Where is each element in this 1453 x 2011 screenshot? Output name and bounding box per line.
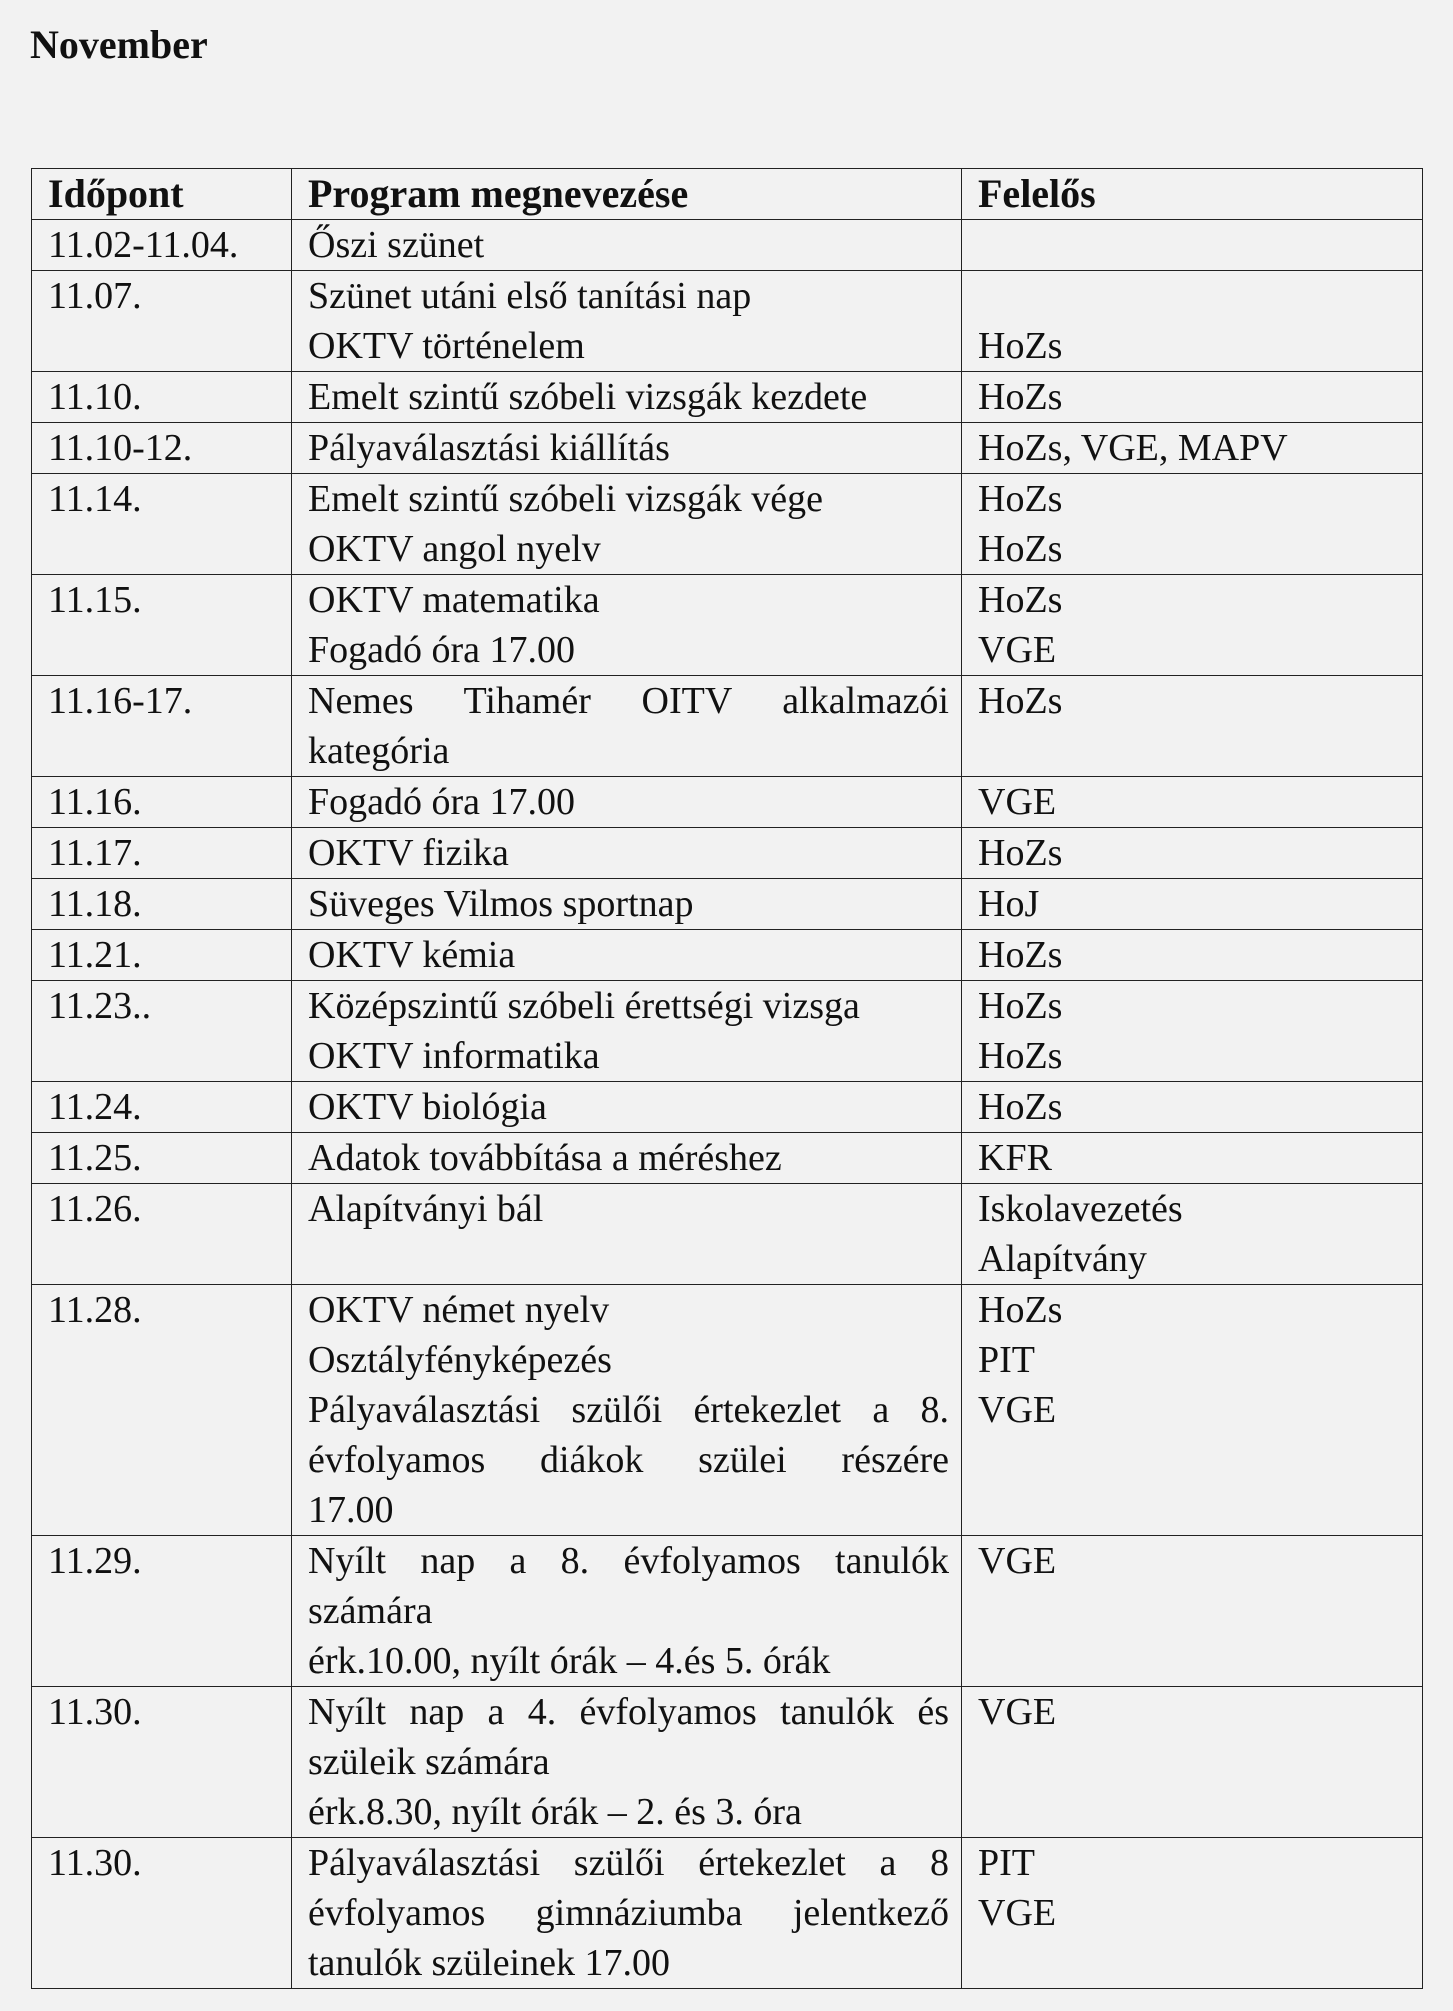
program-line: Középszintű szóbeli érettségi vizsga xyxy=(308,985,860,1027)
program-line: számára xyxy=(308,1590,433,1632)
responsible-cell xyxy=(962,271,1423,372)
program-cell xyxy=(292,220,962,271)
responsible-line: PIT xyxy=(978,1339,1035,1381)
responsible-line: HoZs xyxy=(978,832,1063,874)
date-cell xyxy=(32,1536,292,1687)
program-line: szüleik számára xyxy=(308,1741,550,1783)
table-row xyxy=(32,1687,1423,1838)
date-cell xyxy=(32,474,292,575)
responsible-line: VGE xyxy=(978,629,1057,671)
date-cell xyxy=(32,1838,292,1989)
table-row xyxy=(32,372,1423,423)
schedule-table xyxy=(31,168,1423,1989)
program-cell xyxy=(292,1133,962,1184)
responsible-line: HoJ xyxy=(978,883,1040,925)
responsible-line: VGE xyxy=(978,1389,1057,1431)
program-line: OKTV német nyelv xyxy=(308,1289,610,1331)
program-cell xyxy=(292,879,962,930)
responsible-cell xyxy=(962,1133,1423,1184)
program-line: OKTV angol nyelv xyxy=(308,528,601,570)
program-line: Emelt szintű szóbeli vizsgák kezdete xyxy=(308,376,868,418)
program-line: kategória xyxy=(308,730,450,772)
table-row xyxy=(32,777,1423,828)
program-line: OKTV informatika xyxy=(308,1035,600,1077)
responsible-line: VGE xyxy=(978,1540,1057,1582)
table-row xyxy=(32,474,1423,575)
responsible-cell xyxy=(962,1184,1423,1285)
date-cell xyxy=(32,423,292,474)
header-program: Program megnevezése xyxy=(292,169,962,220)
program-line: OKTV történelem xyxy=(308,325,585,367)
program-line: Süveges Vilmos sportnap xyxy=(308,883,694,925)
responsible-line: HoZs xyxy=(978,934,1063,976)
program-line: OKTV fizika xyxy=(308,832,509,874)
date-cell xyxy=(32,828,292,879)
program-cell xyxy=(292,271,962,372)
table-row xyxy=(32,1285,1423,1536)
date-cell xyxy=(32,372,292,423)
responsible-line: VGE xyxy=(978,781,1057,823)
program-cell xyxy=(292,1687,962,1838)
program-cell xyxy=(292,1536,962,1687)
responsible-cell xyxy=(962,777,1423,828)
date-cell xyxy=(32,1184,292,1285)
program-line: Fogadó óra 17.00 xyxy=(308,781,576,823)
program-line: Alapítványi bál xyxy=(308,1188,544,1230)
date-cell xyxy=(32,1082,292,1133)
date-text: 11.24. xyxy=(48,1086,142,1128)
responsible-line: HoZs xyxy=(978,1035,1063,1077)
responsible-cell xyxy=(962,676,1423,777)
table-row xyxy=(32,676,1423,777)
date-text: 11.28. xyxy=(48,1289,142,1331)
page-title: November xyxy=(30,22,208,67)
program-cell xyxy=(292,1285,962,1536)
date-text: 11.16-17. xyxy=(48,680,193,722)
date-text: 11.10-12. xyxy=(48,427,193,469)
responsible-cell xyxy=(962,423,1423,474)
responsible-cell xyxy=(962,220,1423,271)
program-line: tanulók szüleinek 17.00 xyxy=(308,1942,670,1984)
table-row xyxy=(32,423,1423,474)
program-line: Adatok továbbítása a méréshez xyxy=(308,1137,782,1179)
date-text: 11.16. xyxy=(48,781,142,823)
responsible-cell xyxy=(962,1285,1423,1536)
responsible-line: Alapítvány xyxy=(978,1238,1147,1280)
responsible-line: HoZs xyxy=(978,325,1063,367)
responsible-cell xyxy=(962,474,1423,575)
date-text: 11.14. xyxy=(48,478,142,520)
date-text: 11.26. xyxy=(48,1188,142,1230)
table-row xyxy=(32,930,1423,981)
table-row xyxy=(32,1838,1423,1989)
responsible-line xyxy=(978,271,1410,321)
responsible-line: PIT xyxy=(978,1842,1035,1884)
program-line: Pályaválasztási szülői értekezlet a 8 xyxy=(308,1842,949,1884)
program-line: Nyílt nap a 8. évfolyamos tanulók xyxy=(308,1540,949,1582)
program-line: Fogadó óra 17.00 xyxy=(308,629,576,671)
table-row xyxy=(32,879,1423,930)
responsible-line: KFR xyxy=(978,1137,1052,1179)
program-line: OKTV kémia xyxy=(308,934,516,976)
responsible-cell xyxy=(962,981,1423,1082)
responsible-line: Iskolavezetés xyxy=(978,1188,1183,1230)
program-cell xyxy=(292,372,962,423)
date-cell xyxy=(32,879,292,930)
date-text: 11.10. xyxy=(48,376,142,418)
program-line: Pályaválasztási kiállítás xyxy=(308,427,670,469)
program-cell xyxy=(292,777,962,828)
responsible-cell xyxy=(962,372,1423,423)
date-cell xyxy=(32,981,292,1082)
date-text: 11.30. xyxy=(48,1842,142,1884)
header-date: Időpont xyxy=(32,169,292,220)
program-line: Osztályfényképezés xyxy=(308,1339,612,1381)
program-line: Pályaválasztási szülői értekezlet a 8. xyxy=(308,1389,949,1431)
table-header-row xyxy=(32,169,1423,220)
table-row xyxy=(32,575,1423,676)
table-row xyxy=(32,271,1423,372)
date-cell xyxy=(32,575,292,676)
program-cell xyxy=(292,575,962,676)
responsible-cell xyxy=(962,1687,1423,1838)
date-text: 11.18. xyxy=(48,883,142,925)
program-cell xyxy=(292,1838,962,1989)
date-cell xyxy=(32,1133,292,1184)
responsible-line: VGE xyxy=(978,1892,1057,1934)
table-row xyxy=(32,1082,1423,1133)
responsible-line: VGE xyxy=(978,1691,1057,1733)
schedule-body xyxy=(32,220,1423,1989)
program-cell xyxy=(292,423,962,474)
date-cell xyxy=(32,220,292,271)
date-text: 11.15. xyxy=(48,579,142,621)
program-line: évfolyamos gimnáziumba jelentkező xyxy=(308,1892,949,1934)
responsible-cell xyxy=(962,879,1423,930)
date-cell xyxy=(32,1285,292,1536)
date-text: 11.29. xyxy=(48,1540,142,1582)
program-cell xyxy=(292,474,962,575)
program-cell xyxy=(292,1082,962,1133)
responsible-cell xyxy=(962,828,1423,879)
table-row xyxy=(32,220,1423,271)
responsible-cell xyxy=(962,930,1423,981)
date-cell xyxy=(32,777,292,828)
responsible-line: HoZs xyxy=(978,1289,1063,1331)
date-text: 11.23.. xyxy=(48,985,152,1027)
responsible-line: HoZs xyxy=(978,478,1063,520)
responsible-line: HoZs xyxy=(978,376,1063,418)
program-cell xyxy=(292,981,962,1082)
program-line: Szünet utáni első tanítási nap xyxy=(308,275,752,317)
responsible-cell xyxy=(962,1082,1423,1133)
date-cell xyxy=(32,271,292,372)
date-cell xyxy=(32,930,292,981)
date-text: 11.21. xyxy=(48,934,142,976)
program-line: OKTV biológia xyxy=(308,1086,547,1128)
date-text: 11.02-11.04. xyxy=(48,224,239,266)
program-line: Nyílt nap a 4. évfolyamos tanulók és xyxy=(308,1691,949,1733)
program-cell xyxy=(292,828,962,879)
program-line: évfolyamos diákok szülei részére xyxy=(308,1439,949,1481)
date-cell xyxy=(32,1687,292,1838)
responsible-cell xyxy=(962,575,1423,676)
date-text: 11.25. xyxy=(48,1137,142,1179)
program-line: OKTV matematika xyxy=(308,579,600,621)
responsible-line: HoZs xyxy=(978,528,1063,570)
table-row xyxy=(32,828,1423,879)
responsible-line: HoZs xyxy=(978,579,1063,621)
program-line: Nemes Tihamér OITV alkalmazói xyxy=(308,680,949,722)
program-cell xyxy=(292,1184,962,1285)
date-text: 11.17. xyxy=(48,832,142,874)
program-line: érk.8.30, nyílt órák – 2. és 3. óra xyxy=(308,1791,802,1833)
responsible-line: HoZs xyxy=(978,680,1063,722)
responsible-cell xyxy=(962,1536,1423,1687)
responsible-cell xyxy=(962,1838,1423,1989)
table-row xyxy=(32,1133,1423,1184)
date-cell xyxy=(32,676,292,777)
header-responsible: Felelős xyxy=(962,169,1423,220)
program-line: érk.10.00, nyílt órák – 4.és 5. órák xyxy=(308,1640,831,1682)
table-row xyxy=(32,981,1423,1082)
table-row xyxy=(32,1536,1423,1687)
date-text: 11.30. xyxy=(48,1691,142,1733)
table-row xyxy=(32,1184,1423,1285)
responsible-line: HoZs, VGE, MAPV xyxy=(978,427,1288,469)
program-line: Emelt szintű szóbeli vizsgák vége xyxy=(308,478,823,520)
program-cell xyxy=(292,930,962,981)
program-line: 17.00 xyxy=(308,1489,394,1531)
program-cell xyxy=(292,676,962,777)
date-text: 11.07. xyxy=(48,275,142,317)
responsible-line: HoZs xyxy=(978,1086,1063,1128)
responsible-line: HoZs xyxy=(978,985,1063,1027)
program-line: Őszi szünet xyxy=(308,224,485,266)
